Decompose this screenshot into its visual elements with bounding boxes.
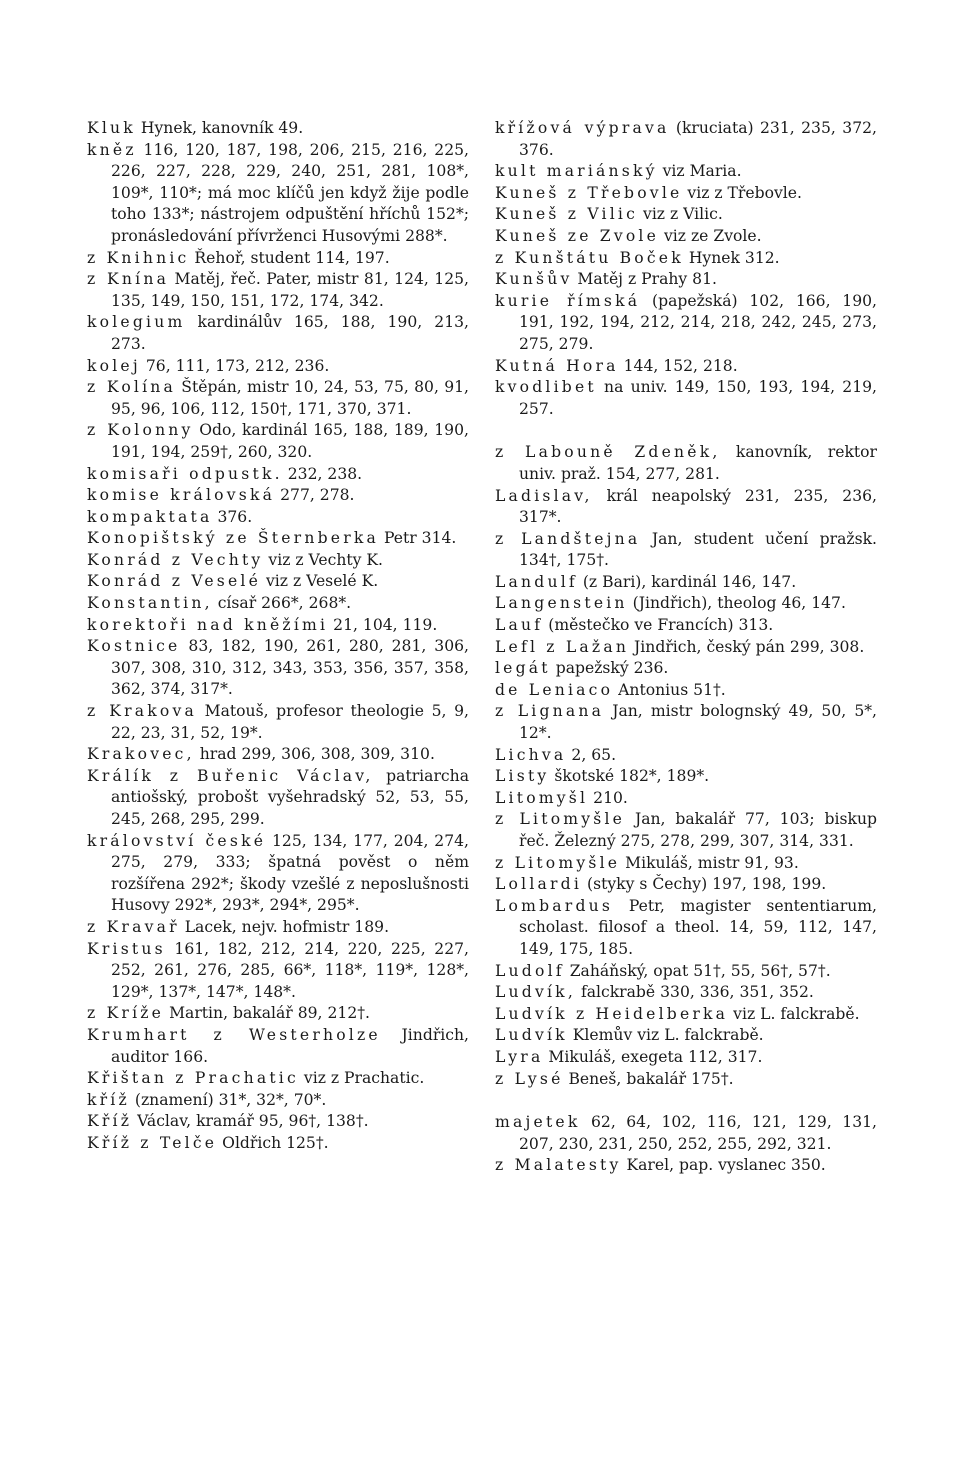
index-headword: Kříž z Telče <box>87 1133 218 1152</box>
index-headword: Kuneš z Vilic <box>495 205 639 224</box>
index-headword: Listy <box>495 767 550 786</box>
index-headword: Konstantin, <box>87 594 213 613</box>
index-headword: Lollardi <box>495 875 583 894</box>
index-references: Petr 314. <box>379 529 457 548</box>
index-references: Jindřich, auditor 166. <box>111 1025 469 1066</box>
index-headword: Krakovec, <box>87 745 195 764</box>
index-headword: Lyra <box>495 1047 544 1066</box>
index-references: 2, 65. <box>566 745 617 764</box>
index-references: na univ. 149, 150, 193, 194, 219, 257. <box>519 378 877 418</box>
index-headword: z Knihnic <box>87 248 190 267</box>
index-entry <box>495 291 877 356</box>
index-references: 21, 104, 119. <box>328 615 438 634</box>
index-entry <box>495 593 877 615</box>
index-references: viz ze Zvole. <box>659 226 762 245</box>
index-headword: Kristus <box>87 939 166 958</box>
index-entry <box>495 442 877 485</box>
index-entry <box>495 615 877 637</box>
index-headword: kompaktata <box>87 507 213 526</box>
index-references: Klemův viz L. falckrabě. <box>567 1026 764 1045</box>
index-entry <box>495 226 877 248</box>
index-headword: Lauf <box>495 616 544 635</box>
index-headword: Litomyšl <box>495 788 589 807</box>
index-column-right <box>495 118 877 1177</box>
index-references: viz z Třebovle. <box>682 183 802 202</box>
index-entry <box>495 204 877 226</box>
index-entry <box>87 744 469 766</box>
index-entry <box>87 507 469 529</box>
index-headword: Kluk <box>87 119 136 137</box>
index-references: (styky s Čechy) 197, 198, 199. <box>582 875 827 894</box>
index-entry <box>495 701 877 744</box>
index-references: 376. <box>212 507 253 526</box>
index-entry <box>495 1025 877 1047</box>
index-references: (Jindřich), theolog 46, 147. <box>627 594 846 613</box>
index-entry <box>87 420 469 463</box>
index-references: viz z Veselé K. <box>261 572 379 591</box>
index-headword: Kunšův <box>495 270 573 289</box>
index-entry <box>495 356 877 378</box>
index-entry <box>495 853 877 875</box>
index-entry <box>495 788 877 810</box>
index-entry <box>87 831 469 917</box>
index-references: Mikuláš, mistr 91, 93. <box>620 853 799 872</box>
index-entry <box>495 572 877 594</box>
index-references: Karel, pap. vyslanec 350. <box>621 1156 826 1175</box>
index-headword: kvodlibet <box>495 378 597 397</box>
index-references: Václav, kramář 95, 96†, 138†. <box>132 1112 369 1131</box>
index-entry <box>87 550 469 572</box>
index-entry <box>495 183 877 205</box>
index-references: 277, 278. <box>275 486 355 505</box>
index-entry <box>87 1111 469 1133</box>
index-references: falckrabě 330, 336, 351, 352. <box>575 983 814 1002</box>
index-headword: Konopištský ze Šternberka <box>87 529 379 548</box>
index-headword: z Landštejna <box>495 529 641 548</box>
index-references: Jan, mistr bolognský 49, 50, 5*, 12*. <box>519 702 877 743</box>
index-headword: Konrád z Veselé <box>87 572 262 591</box>
index-entry <box>87 571 469 593</box>
index-entry <box>87 269 469 312</box>
index-references: 232, 238. <box>282 464 363 483</box>
index-headword: Landulf <box>495 572 578 591</box>
index-entry <box>87 312 469 355</box>
index-headword: křížová výprava <box>495 119 670 137</box>
index-references: 76, 111, 173, 212, 236. <box>140 356 330 375</box>
index-entry <box>495 269 877 291</box>
index-references: kanovník, rektor univ. praž. 154, 277, 281. <box>519 443 878 483</box>
index-headword: kněz <box>87 140 137 159</box>
index-references: papežský 236. <box>550 659 669 678</box>
index-entry <box>495 486 877 529</box>
index-headword: de Leniaco <box>495 680 614 699</box>
index-references: 210. <box>588 788 628 807</box>
index-headword: Langenstein <box>495 594 628 613</box>
index-entry <box>87 939 469 1004</box>
index-entry <box>495 1004 877 1026</box>
index-entry <box>495 658 877 680</box>
index-headword: z Litomyšle <box>495 810 626 829</box>
index-headword: komisaři odpustk. <box>87 464 283 483</box>
index-entry <box>495 529 877 572</box>
index-headword: Kuneš ze Zvole <box>495 226 660 245</box>
index-headword: Králík z Buřenic Václav, <box>87 766 374 785</box>
index-references: Hynek, kanovník 49. <box>135 119 304 137</box>
index-entry <box>495 637 877 659</box>
index-headword: kolej <box>87 356 141 375</box>
index-entry <box>87 1003 469 1025</box>
index-entry <box>87 356 469 378</box>
index-entry <box>495 680 877 702</box>
index-entry <box>87 636 469 701</box>
index-entry <box>87 464 469 486</box>
index-references: Jindřich, český pán 299, 308. <box>629 637 865 656</box>
index-headword: Ludolf <box>495 961 565 980</box>
index-headword: Lombardus <box>495 896 614 915</box>
index-headword: z Knína <box>87 270 170 289</box>
index-references: viz z Vilic. <box>638 205 723 224</box>
index-entry <box>495 874 877 896</box>
index-entry <box>87 485 469 507</box>
index-headword: Lichva <box>495 745 567 764</box>
index-headword: kult mariánský <box>495 162 658 181</box>
index-entry <box>495 118 877 161</box>
index-headword: Ludvík <box>495 1026 568 1045</box>
index-entry <box>87 615 469 637</box>
index-references: Martin, bakalář 89, 212†. <box>164 1004 370 1023</box>
index-references: (kruciata) 231, 235, 372, 376. <box>519 119 877 159</box>
index-references: viz L. falckrabě. <box>728 1004 860 1023</box>
index-headword: z Krakova <box>87 702 197 721</box>
index-entry <box>87 917 469 939</box>
index-entry <box>495 982 877 1004</box>
index-headword: Ludvík z Heidelberka <box>495 1004 729 1023</box>
index-headword: z Kríže <box>87 1004 165 1023</box>
index-references: Beneš, bakalář 175†. <box>563 1069 734 1088</box>
index-headword: z Litomyšle <box>495 853 621 872</box>
index-headword: kříž <box>87 1090 130 1109</box>
index-references: Řehoř, student 114, 197. <box>189 248 390 267</box>
index-headword: komise královská <box>87 486 276 505</box>
index-headword: z Kravař <box>87 917 180 936</box>
index-references: Oldřich 125†. <box>217 1133 329 1152</box>
index-entry <box>87 1025 469 1068</box>
index-headword: Kostnice <box>87 637 181 656</box>
index-entry <box>495 161 877 183</box>
index-headword: kolegium <box>87 313 186 332</box>
index-references: 83, 182, 190, 261, 280, 281, 306, 307, 308, 310, 312, 343, 353, 356, 357, 358, 362, 374, 317*. <box>111 637 469 699</box>
index-entry <box>495 896 877 961</box>
index-headword: Lefl z Lažan <box>495 637 630 656</box>
index-entry <box>87 248 469 270</box>
index-headword: Křištan z Prachatic <box>87 1069 299 1088</box>
index-entry <box>87 528 469 550</box>
index-references: Matěj, řeč. Pater, mistr 81, 124, 125, 135, 149, 150, 151, 172, 174, 342. <box>111 270 470 310</box>
index-headword: z Lignana <box>495 702 605 721</box>
index-entry <box>495 766 877 788</box>
index-entry <box>87 1133 469 1155</box>
index-entry <box>495 745 877 767</box>
index-headword: z Kunštátu Boček <box>495 248 684 267</box>
index-references: císař 266*, 268*. <box>212 594 352 613</box>
index-headword: Kutná Hora <box>495 356 619 375</box>
index-headword: majetek <box>495 1113 581 1132</box>
index-headword: z Kolína <box>87 378 177 397</box>
index-entry <box>87 593 469 615</box>
index-references: hrad 299, 306, 308, 309, 310. <box>194 745 435 764</box>
index-entry <box>87 377 469 420</box>
index-references: (papežská) 102, 166, 190, 191, 192, 194, 212, 214, 218, 242, 245, 273, 275, 279. <box>519 291 877 353</box>
index-references: Hynek 312. <box>683 248 780 267</box>
index-headword: Konrád z Vechty <box>87 550 264 569</box>
index-headword: království české <box>87 831 267 850</box>
index-references: 62, 64, 102, 116, 121, 129, 131, 207, 230, 231, 250, 252, 255, 292, 321. <box>519 1113 877 1153</box>
index-headword: Kříž <box>87 1112 133 1131</box>
index-references: Mikuláš, exegeta 112, 317. <box>543 1047 763 1066</box>
index-headword: z Labouně Zdeněk, <box>495 443 721 462</box>
index-references: Jan, bakalář 77, 103; biskup řeč. Železný 275, 278, 299, 307, 314, 331. <box>519 810 877 850</box>
index-entry <box>495 248 877 270</box>
index-entry <box>495 1112 877 1155</box>
index-references: 161, 182, 212, 214, 220, 225, 227, 252, 261, 276, 285, 66*, 118*, 119*, 128*, 129*, 137*, 147*, 148*. <box>111 939 469 1001</box>
index-headword: z Kolonny <box>87 421 194 440</box>
index-entry <box>495 809 877 852</box>
index-references: škotské 182*, 189*. <box>549 767 710 786</box>
index-references: Lacek, nejv. hofmistr 189. <box>179 917 390 936</box>
index-headword: Kuneš z Třebovle <box>495 183 683 202</box>
index-references: 144, 152, 218. <box>618 356 738 375</box>
index-references: (z Bari), kardinál 146, 147. <box>577 572 797 591</box>
index-references: Zaháňský, opat 51†, 55, 56†, 57†. <box>564 961 831 980</box>
index-entry <box>87 1090 469 1112</box>
index-references: Jan, student učení pražsk. 134†, 175†. <box>519 529 877 570</box>
index-references: Odo, kardinál 165, 188, 189, 190, 191, 194, 259†, 260, 320. <box>111 421 469 461</box>
index-entry <box>495 1069 877 1091</box>
index-references: viz z Vechty K. <box>263 550 384 569</box>
index-entry <box>87 140 469 248</box>
index-references: kardinálův 165, 188, 190, 213, 273. <box>111 313 469 353</box>
index-references: Petr, magister sententiarum, scholast. filosof a theol. 14, 59, 112, 147, 149, 175, 185. <box>519 896 877 958</box>
index-entry <box>87 1068 469 1090</box>
index-references: král neapolský 231, 235, 236, 317*. <box>519 486 877 527</box>
index-references: Antonius 51†. <box>613 680 726 699</box>
index-headword: z Malatesty <box>495 1156 622 1175</box>
index-headword: legát <box>495 659 551 678</box>
index-references: (znamení) 31*, 32*, 70*. <box>129 1090 327 1109</box>
index-headword: Krumhart z Westerholze <box>87 1025 381 1044</box>
index-references: 116, 120, 187, 198, 206, 215, 216, 225, 226, 227, 228, 229, 240, 251, 281, 108*, 109*, 110*; má moc klíčů jen když žije podle toho 133*; nástrojem odpuštění hříchů 152*; pronásledování přívrženci Husovými 288*. <box>111 140 469 245</box>
index-references: viz z Prachatic. <box>298 1069 425 1088</box>
index-headword: korektoři nad kněžími <box>87 615 329 634</box>
index-references: (městečko ve Francích) 313. <box>543 616 774 635</box>
index-references: viz Maria. <box>657 162 742 181</box>
index-entry <box>495 961 877 983</box>
index-headword: kurie římská <box>495 291 641 310</box>
index-entry <box>495 1047 877 1069</box>
index-references: patriarcha antiošský, probošt vyšehradský 52, 53, 55, 245, 268, 295, 299. <box>111 766 469 828</box>
index-headword: z Lysé <box>495 1069 564 1088</box>
index-headword: Ludvík, <box>495 983 576 1002</box>
index-references: Matouš, profesor theologie 5, 9, 22, 23, 31, 52, 19*. <box>111 702 469 742</box>
index-column-left <box>87 118 469 1155</box>
index-references: Matěj z Prahy 81. <box>572 270 717 289</box>
index-entry <box>87 118 469 140</box>
index-entry <box>495 377 877 420</box>
index-entry <box>495 1155 877 1177</box>
index-headword: Ladislav, <box>495 486 593 505</box>
index-entry <box>87 701 469 744</box>
index-entry <box>87 766 469 831</box>
index-references: Štěpán, mistr 10, 24, 53, 75, 80, 91, 95, 96, 106, 112, 150†, 171, 370, 371. <box>111 378 469 418</box>
index-references: 125, 134, 177, 204, 274, 275, 279, 333; špatná pověst o něm rozšířena 292*; škody vzešlé z neposlušnosti Husovy 292*, 293*, 294*, 295*. <box>111 831 470 915</box>
